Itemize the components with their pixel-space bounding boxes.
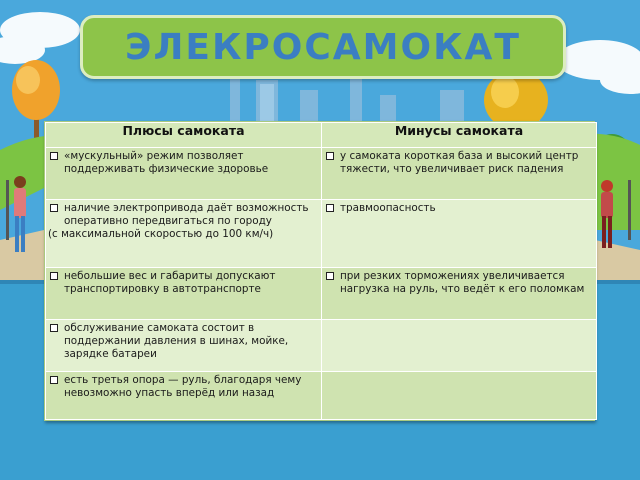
header-pros: Плюсы самоката (46, 123, 322, 148)
pro-cell (46, 372, 322, 420)
pro-cell (46, 200, 322, 268)
pro-cell (46, 268, 322, 320)
checkbox-bullet-icon (50, 272, 58, 280)
pro-text: обслуживание самоката состоит в поддержании давления в шинах, мойке, зарядке батареи (64, 322, 289, 360)
checkbox-bullet-icon (50, 376, 58, 384)
con-text: при резких торможениях увеличивается нагрузка на руль, что ведёт к его поломкам (340, 270, 585, 295)
pro-cell (46, 320, 322, 372)
con-cell-empty (322, 320, 597, 372)
checkbox-bullet-icon (326, 204, 334, 212)
table-header-row (46, 123, 597, 148)
pro-text: наличие электропривода даёт возможность оперативно передвигаться по городу (64, 202, 309, 227)
pro-cell (46, 148, 322, 200)
checkbox-bullet-icon (50, 152, 58, 160)
pro-extra-text: (с максимальной скоростью до 100 км/ч) (48, 228, 274, 240)
con-cell (322, 200, 597, 268)
table-row (46, 148, 597, 200)
checkbox-bullet-icon (50, 204, 58, 212)
con-cell-empty (322, 372, 597, 420)
table-row (46, 200, 597, 268)
comparison-table (45, 122, 597, 420)
con-text: у самоката короткая база и высокий центр тяжести, что увеличивает риск падения (340, 150, 579, 175)
checkbox-bullet-icon (50, 324, 58, 332)
checkbox-bullet-icon (326, 152, 334, 160)
pro-text: «мускульный» режим позволяет поддерживать физические здоровье (64, 150, 269, 175)
pro-text: есть третья опора — руль, благодаря чему невозможно упасть вперёд или назад (64, 374, 302, 399)
table-row (46, 320, 597, 372)
con-cell (322, 268, 597, 320)
header-cons: Минусы самоката (322, 123, 597, 148)
con-cell (322, 148, 597, 200)
pros-cons-table (44, 121, 595, 421)
con-text: травмоопасность (340, 202, 436, 214)
table-row (46, 372, 597, 420)
pro-text: небольшие вес и габариты допускают транспортировку в автотранспорте (64, 270, 276, 295)
checkbox-bullet-icon (326, 272, 334, 280)
title-banner (80, 15, 566, 79)
page-title: ЭЛЕКРОСАМОКАТ (125, 26, 521, 68)
table-row (46, 268, 597, 320)
